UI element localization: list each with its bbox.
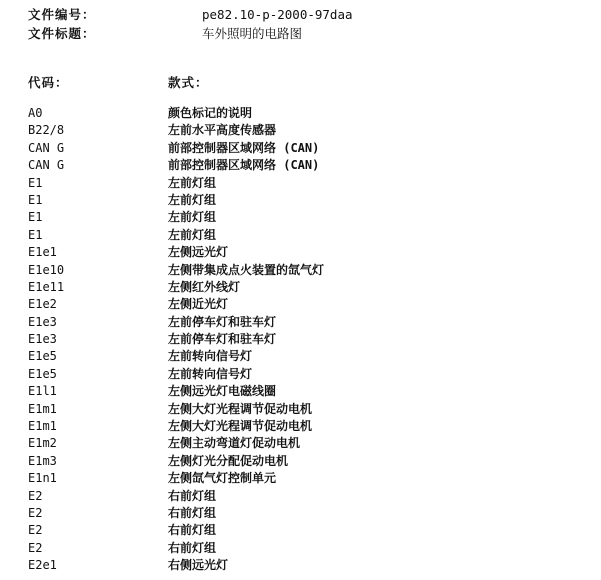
table-row (28, 209, 588, 226)
row-code: E1e5 (28, 366, 57, 381)
row-code: E1 (28, 210, 43, 225)
row-code: E2e1 (28, 558, 57, 573)
table-row (28, 279, 588, 296)
table-row (28, 244, 588, 261)
table-row (28, 557, 588, 574)
row-description: 前部控制器区域网络 (CAN) (168, 158, 320, 173)
row-code: E1e3 (28, 314, 57, 329)
table-row (28, 418, 588, 435)
row-code: E1m3 (28, 453, 57, 468)
table-row (28, 435, 588, 452)
doc-title-label: 文件标题： (28, 26, 96, 41)
row-code: E1e1 (28, 245, 57, 260)
table-row (28, 105, 588, 122)
row-code: E1n1 (28, 471, 57, 486)
row-description: 左侧灯光分配促动电机 (168, 453, 289, 468)
row-code: E1 (28, 175, 43, 190)
doc-title-row (28, 24, 588, 43)
doc-number-value: pe82.10-p-2000-97daa (202, 7, 353, 22)
row-description: 右前灯组 (168, 488, 217, 503)
row-description: 左侧主动弯道灯促动电机 (168, 436, 301, 451)
row-code: CAN G (28, 140, 65, 155)
row-code: E1e2 (28, 297, 57, 312)
table-row (28, 175, 588, 192)
row-code: E2 (28, 523, 43, 538)
row-description: 左前水平高度传感器 (168, 123, 277, 138)
table-row (28, 314, 588, 331)
table-row (28, 140, 588, 157)
row-description: 左前转向信号灯 (168, 349, 253, 364)
row-code: E1 (28, 227, 43, 242)
table-row (28, 505, 588, 522)
table-row (28, 366, 588, 383)
table-row (28, 262, 588, 279)
table-row (28, 192, 588, 209)
row-description: 左前停车灯和驻车灯 (168, 314, 277, 329)
code-table (28, 105, 588, 575)
row-code: E1e5 (28, 349, 57, 364)
row-description: 左前灯组 (168, 227, 217, 242)
row-description: 左前灯组 (168, 192, 217, 207)
row-description: 左侧大灯光程调节促动电机 (168, 419, 313, 434)
row-description: 左前灯组 (168, 175, 217, 190)
doc-title-value: 车外照明的电路图 (202, 26, 303, 41)
row-description: 左侧近光灯 (168, 297, 229, 312)
table-row (28, 488, 588, 505)
table-row (28, 157, 588, 174)
row-description: 左侧远光灯电磁线圈 (168, 384, 277, 399)
row-description: 左侧远光灯 (168, 245, 229, 260)
column-header-code: 代码： (28, 75, 69, 90)
row-code: E2 (28, 488, 43, 503)
row-code: E1e11 (28, 279, 65, 294)
row-code: E1e10 (28, 262, 65, 277)
table-row (28, 540, 588, 557)
column-header-style: 款式： (168, 75, 209, 90)
row-description: 左前灯组 (168, 210, 217, 225)
table-row (28, 470, 588, 487)
row-description: 左侧红外线灯 (168, 279, 241, 294)
row-description: 右前灯组 (168, 523, 217, 538)
table-row (28, 227, 588, 244)
row-code: E1m1 (28, 401, 57, 416)
doc-number-label: 文件编号： (28, 7, 96, 22)
table-row (28, 122, 588, 139)
row-description: 左侧大灯光程调节促动电机 (168, 401, 313, 416)
row-code: CAN G (28, 158, 65, 173)
row-description: 前部控制器区域网络 (CAN) (168, 140, 320, 155)
table-row (28, 401, 588, 418)
table-row (28, 348, 588, 365)
table-row (28, 453, 588, 470)
doc-number-row (28, 5, 588, 24)
row-code: E2 (28, 540, 43, 555)
row-code: E2 (28, 505, 43, 520)
row-description: 右侧远光灯 (168, 558, 229, 573)
table-row (28, 383, 588, 400)
row-description: 左前停车灯和驻车灯 (168, 332, 277, 347)
row-description: 左前转向信号灯 (168, 366, 253, 381)
row-code: B22/8 (28, 123, 65, 138)
row-code: E1m1 (28, 419, 57, 434)
table-row (28, 522, 588, 539)
table-row (28, 331, 588, 348)
row-code: E1l1 (28, 384, 57, 399)
row-code: E1e3 (28, 332, 57, 347)
row-description: 左侧带集成点火装置的氙气灯 (168, 262, 325, 277)
table-row (28, 296, 588, 313)
row-description: 右前灯组 (168, 540, 217, 555)
document (28, 5, 588, 575)
column-header-row (28, 73, 588, 92)
row-description: 右前灯组 (168, 505, 217, 520)
row-code: A0 (28, 106, 43, 120)
row-description: 左侧氙气灯控制单元 (168, 471, 277, 486)
row-code: E1m2 (28, 436, 57, 451)
row-code: E1 (28, 192, 43, 207)
row-description: 颜色标记的说明 (168, 106, 253, 120)
